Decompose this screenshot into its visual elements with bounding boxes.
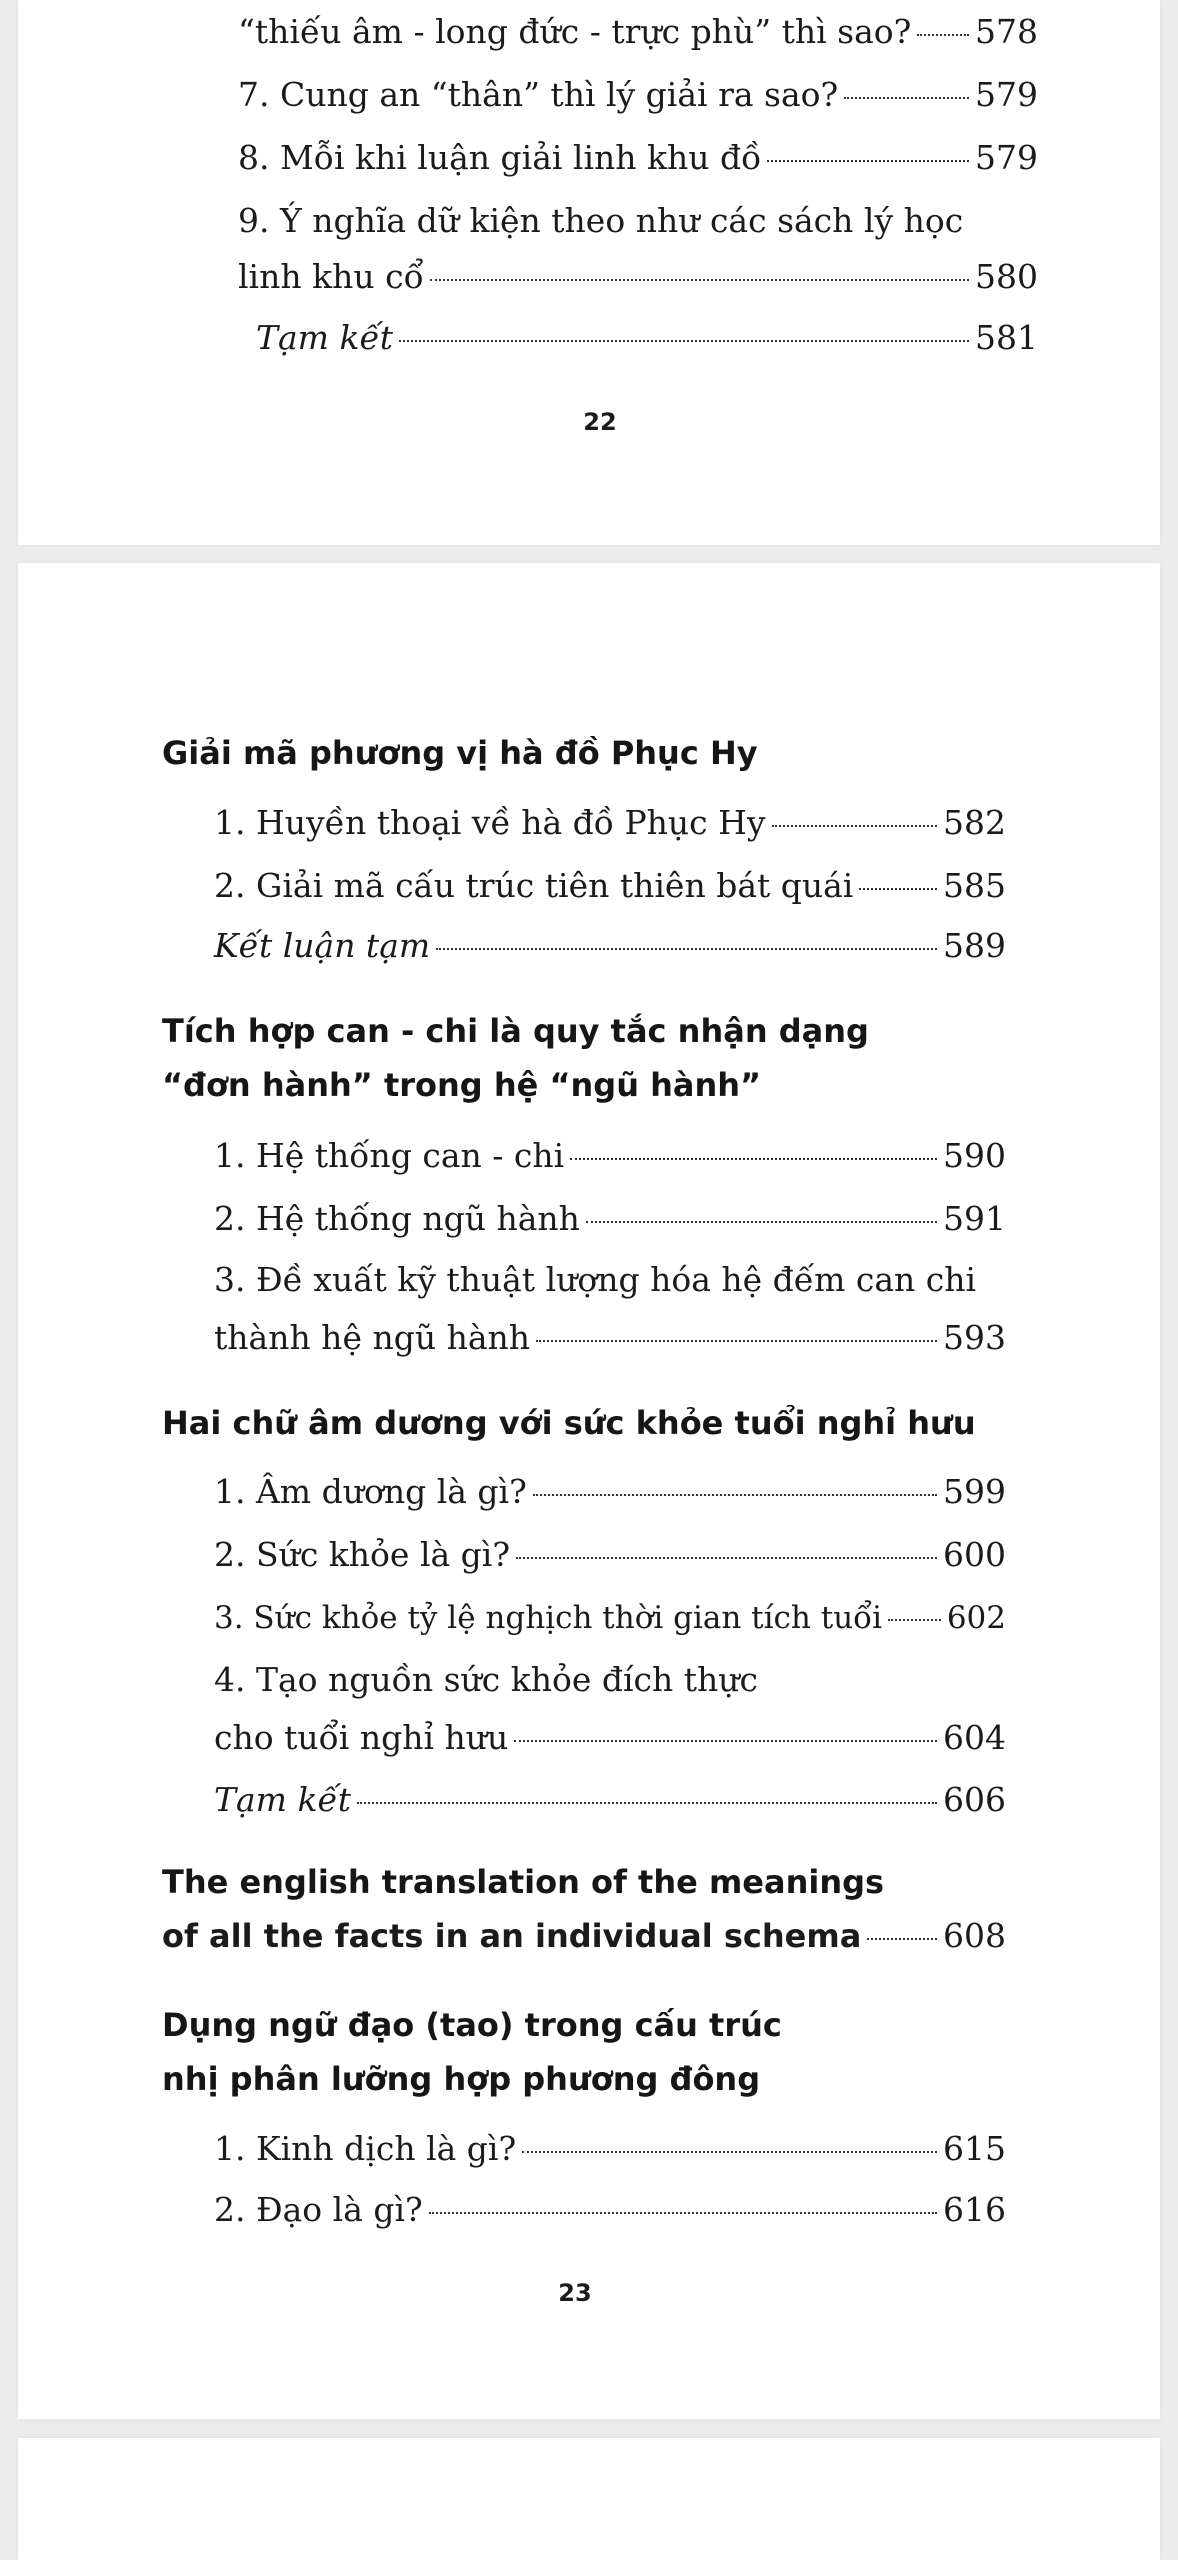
toc-entry bbox=[214, 1199, 1006, 1239]
toc-entry-page: 589 bbox=[943, 926, 1006, 965]
leader-dots bbox=[514, 1740, 937, 1742]
toc-entry-title-line1: 4. Tạo nguồn sức khỏe đích thực bbox=[214, 1660, 759, 1699]
toc-entry-page: 591 bbox=[943, 1199, 1006, 1238]
toc-entry-page: 606 bbox=[943, 1780, 1006, 1819]
leader-dots bbox=[917, 34, 969, 36]
page-number: 23 bbox=[558, 2279, 592, 2307]
toc-entry-title: Kết luận tạm bbox=[214, 926, 431, 965]
toc-entry bbox=[214, 2190, 1006, 2230]
toc-entry-title: cho tuổi nghỉ hưu bbox=[214, 1718, 509, 1757]
toc-entry-title: 2. Giải mã cấu trúc tiên thiên bát quái bbox=[214, 866, 854, 905]
section-title-line2: nhị phân lưỡng hợp phương đông bbox=[162, 2060, 761, 2098]
toc-entry-page: 579 bbox=[975, 75, 1038, 114]
leader-dots bbox=[533, 1494, 937, 1496]
toc-entry bbox=[214, 1535, 1006, 1575]
toc-entry bbox=[214, 1472, 1006, 1512]
toc-entry-title: 7. Cung an “thân” thì lý giải ra sao? bbox=[238, 75, 839, 114]
leader-dots bbox=[436, 948, 937, 950]
toc-entry-page: 590 bbox=[943, 1136, 1006, 1175]
toc-entry-title: Tạm kết bbox=[256, 318, 394, 357]
leader-dots bbox=[357, 1802, 937, 1804]
leader-dots bbox=[570, 1158, 937, 1160]
leader-dots bbox=[536, 1340, 937, 1342]
toc-entry-title: 1. Huyền thoại về hà đồ Phục Hy bbox=[214, 803, 766, 842]
toc-entry-page: 602 bbox=[946, 1600, 1006, 1636]
toc-entry-title: linh khu cổ bbox=[238, 257, 424, 296]
toc-entry-title: 2. Sức khỏe là gì? bbox=[214, 1535, 511, 1574]
toc-entry-page: 615 bbox=[943, 2129, 1006, 2168]
toc-entry-title: thành hệ ngũ hành bbox=[214, 1318, 531, 1357]
toc-entry-page: 593 bbox=[943, 1318, 1006, 1357]
toc-entry-title: “thiếu âm - long đức - trực phù” thì sao? bbox=[238, 12, 912, 51]
section-title: Hai chữ âm dương với sức khỏe tuổi nghỉ hưu bbox=[162, 1404, 976, 1442]
toc-entry bbox=[214, 926, 1006, 966]
toc-entry bbox=[214, 1780, 1006, 1820]
leader-dots bbox=[429, 2212, 937, 2214]
toc-entry-page: 579 bbox=[975, 138, 1038, 177]
toc-entry-title: 1. Âm dương là gì? bbox=[214, 1472, 527, 1511]
section-title-line1: The english translation of the meanings bbox=[162, 1863, 885, 1901]
leader-dots bbox=[516, 1557, 937, 1559]
toc-entry-title: Tạm kết bbox=[214, 1780, 352, 1819]
leader-dots bbox=[844, 97, 969, 99]
leader-dots bbox=[859, 888, 937, 890]
section-title: Giải mã phương vị hà đồ Phục Hy bbox=[162, 734, 758, 772]
toc-entry-page: 582 bbox=[943, 803, 1006, 842]
toc-entry-title: 8. Mỗi khi luận giải linh khu đồ bbox=[238, 138, 762, 177]
toc-entry bbox=[238, 12, 1038, 52]
book-page-23 bbox=[18, 563, 1160, 2419]
toc-entry-title: 2. Hệ thống ngũ hành bbox=[214, 1199, 580, 1238]
book-page-next bbox=[18, 2438, 1160, 2560]
toc-entry-page: 585 bbox=[943, 866, 1006, 905]
toc-entry bbox=[238, 75, 1038, 115]
toc-entry bbox=[214, 1136, 1006, 1176]
toc-entry-page: 599 bbox=[943, 1472, 1006, 1511]
leader-dots bbox=[399, 340, 969, 342]
toc-entry-title-line1: 9. Ý nghĩa dữ kiện theo như các sách lý học bbox=[238, 201, 964, 240]
toc-entry-title-line1: 3. Đề xuất kỹ thuật lượng hóa hệ đếm can chi bbox=[214, 1260, 977, 1299]
leader-dots bbox=[772, 825, 937, 827]
toc-entry-page: 604 bbox=[943, 1718, 1006, 1757]
toc-entry-title: 1. Kinh dịch là gì? bbox=[214, 2129, 517, 2168]
toc-entry bbox=[214, 803, 1006, 843]
toc-entry bbox=[238, 138, 1038, 178]
toc-entry-title: 1. Hệ thống can - chi bbox=[214, 1136, 565, 1175]
leader-dots bbox=[586, 1221, 937, 1223]
section-title-line1: Tích hợp can - chi là quy tắc nhận dạng bbox=[162, 1012, 869, 1050]
toc-entry bbox=[162, 1914, 1006, 1958]
toc-entry-page: 581 bbox=[975, 318, 1038, 357]
toc-entry bbox=[214, 1318, 1006, 1358]
toc-entry-page: 616 bbox=[943, 2190, 1006, 2229]
toc-entry bbox=[214, 1718, 1006, 1758]
toc-entry-title: 2. Đạo là gì? bbox=[214, 2190, 423, 2229]
leader-dots bbox=[430, 279, 969, 281]
toc-entry-page: 580 bbox=[975, 257, 1038, 296]
section-title-line1: Dụng ngữ đạo (tao) trong cấu trúc bbox=[162, 2006, 782, 2044]
toc-entry bbox=[238, 318, 1038, 358]
toc-entry bbox=[214, 866, 1006, 906]
toc-entry bbox=[238, 257, 1038, 297]
leader-dots bbox=[767, 160, 969, 162]
leader-dots bbox=[867, 1938, 937, 1940]
toc-entry bbox=[214, 2129, 1006, 2169]
toc-entry-page: 578 bbox=[975, 12, 1038, 51]
toc-entry-title: 3. Sức khỏe tỷ lệ nghịch thời gian tích tuổi bbox=[214, 1600, 883, 1636]
book-page-22 bbox=[18, 0, 1160, 545]
section-title-line2: “đơn hành” trong hệ “ngũ hành” bbox=[162, 1066, 762, 1104]
page-number: 22 bbox=[583, 408, 617, 436]
section-title-line2: of all the facts in an individual schema bbox=[162, 1917, 862, 1955]
toc-entry bbox=[214, 1598, 1006, 1638]
toc-entry-page: 600 bbox=[943, 1535, 1006, 1574]
toc-entry-page: 608 bbox=[943, 1916, 1006, 1955]
leader-dots bbox=[888, 1619, 941, 1621]
leader-dots bbox=[522, 2151, 937, 2153]
